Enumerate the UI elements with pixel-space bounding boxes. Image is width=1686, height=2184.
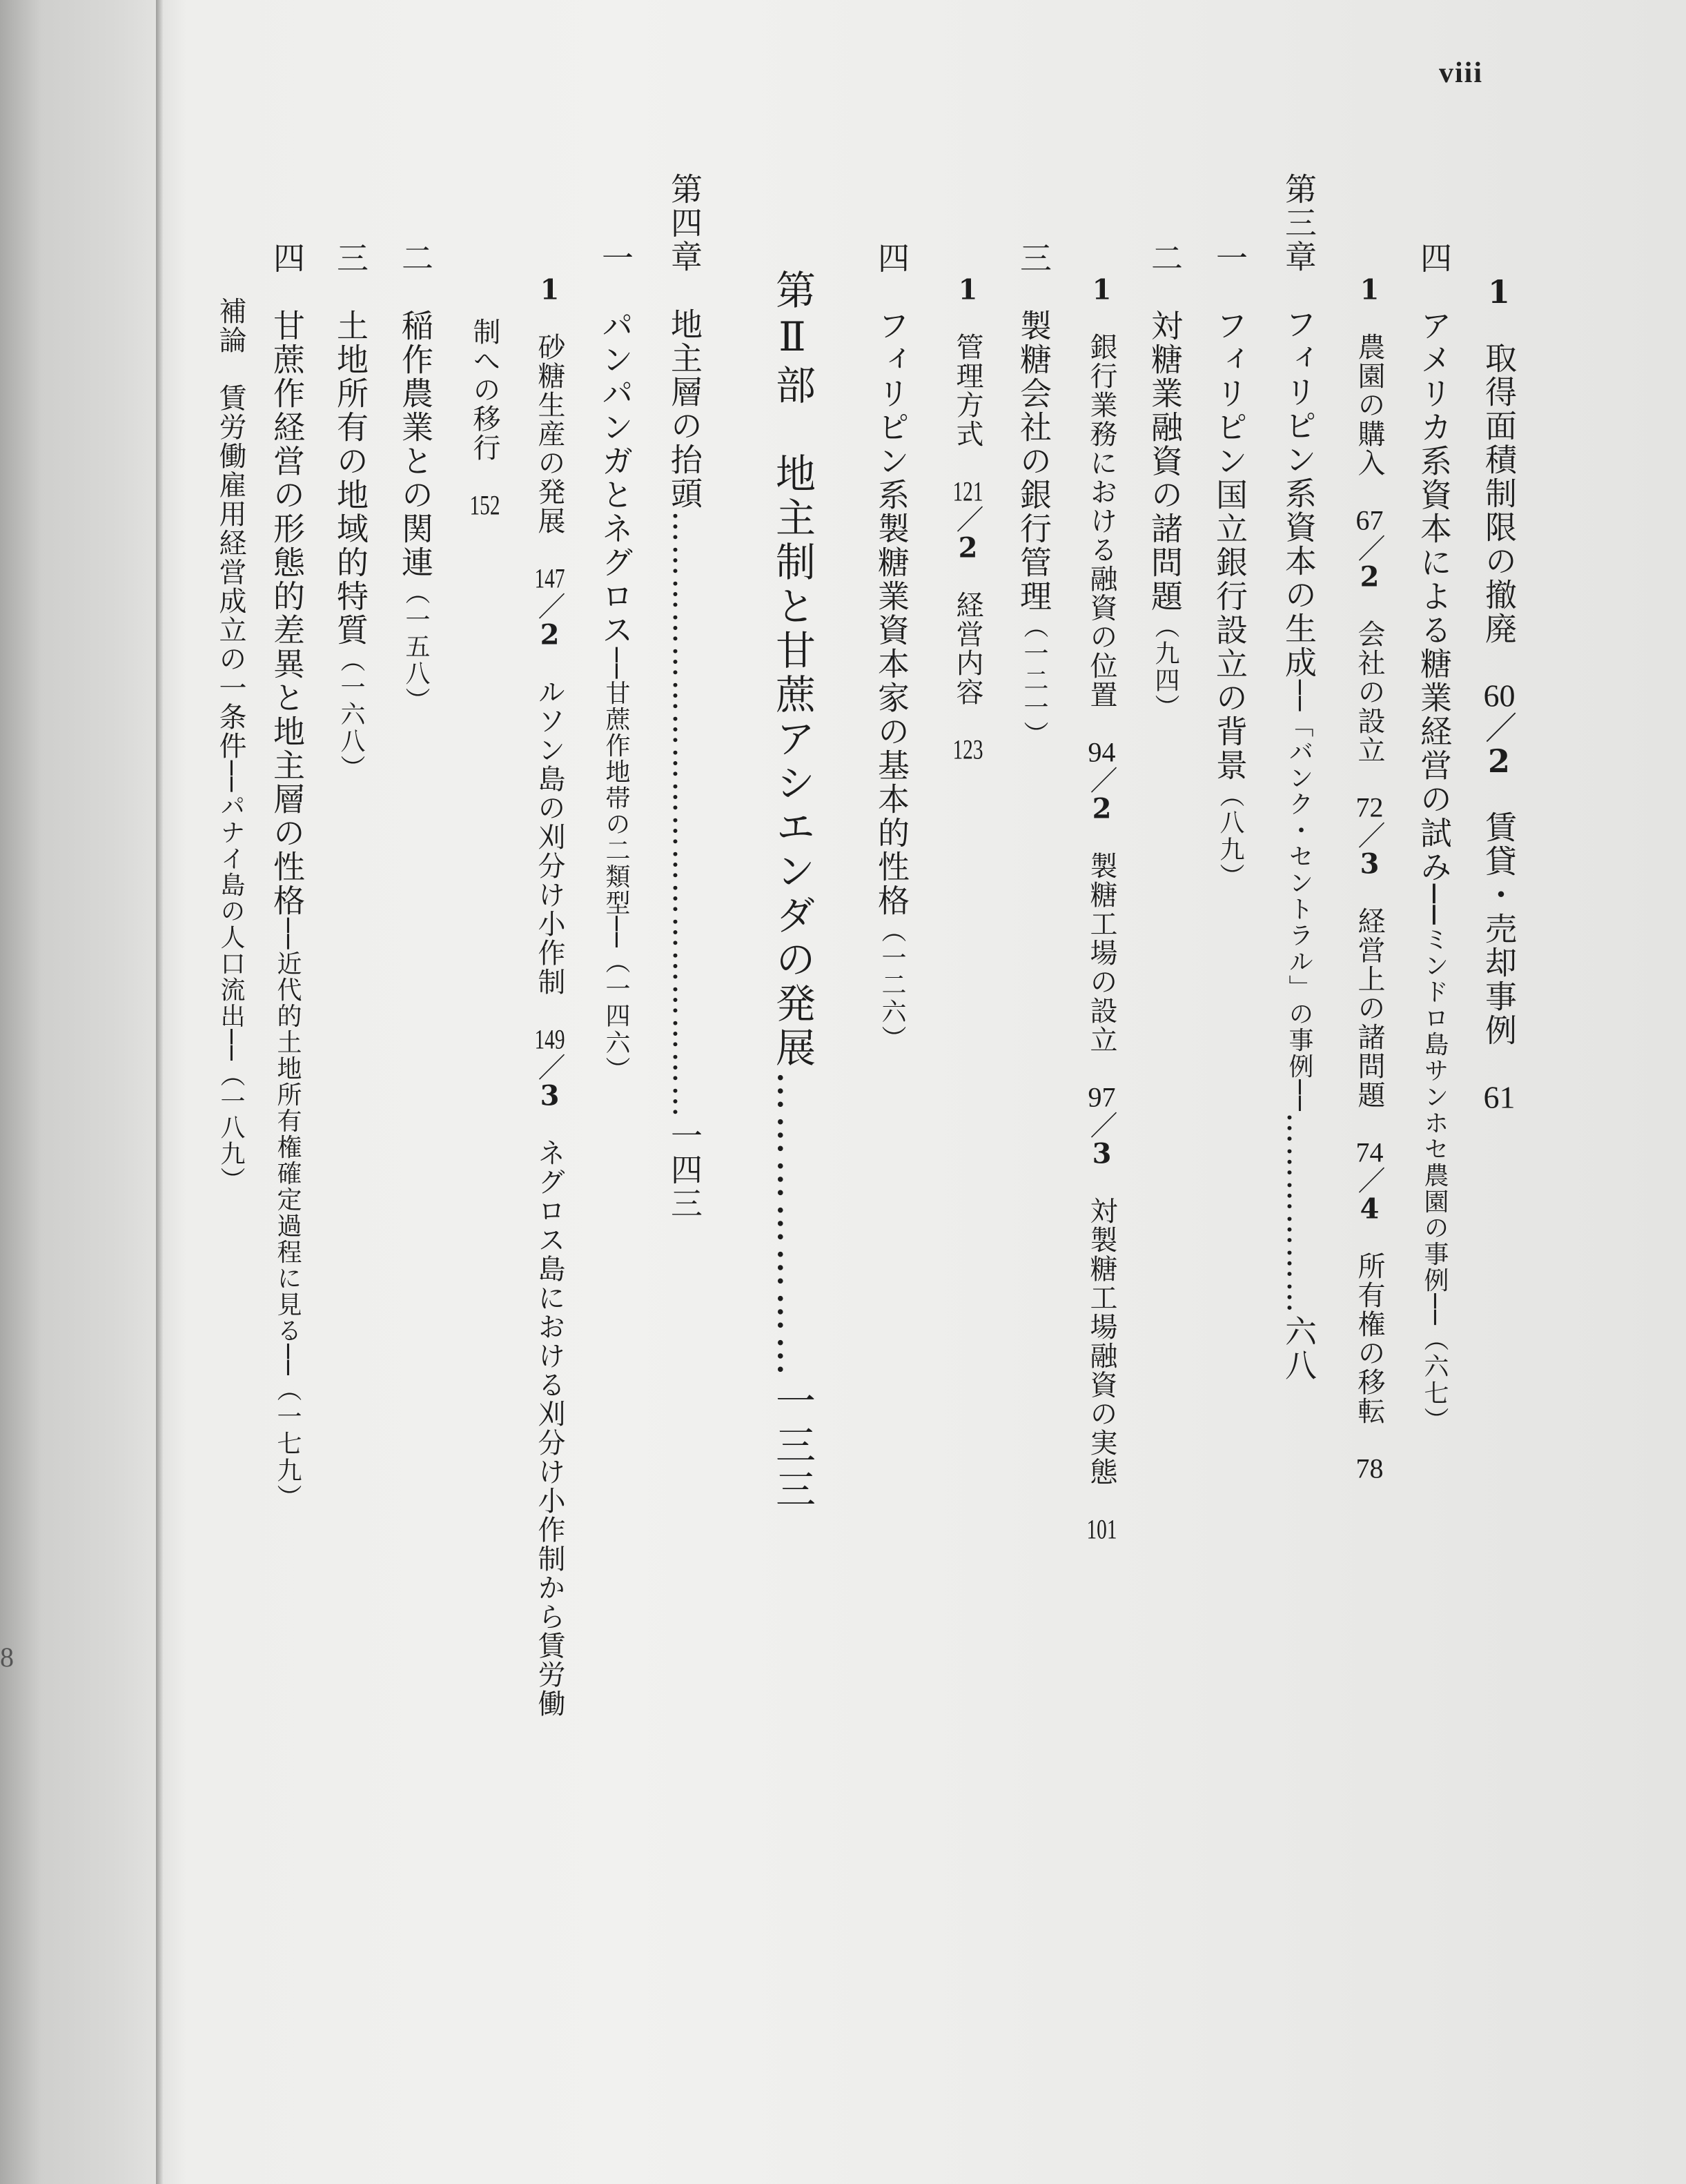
chapter-title: 地主層の抬頭 xyxy=(666,308,703,511)
part-number: 第Ⅱ部 xyxy=(769,269,816,409)
toc-part-2 xyxy=(766,269,819,1513)
leader-dots: ……………… xyxy=(1280,1112,1317,1315)
section-subtitle: ──パナイ島の人口流出── xyxy=(217,760,245,1062)
section-title: 甘蔗作経営の形態的差異と地主層の性格 xyxy=(268,309,306,918)
toc-line-9: 1 管理方式 121／2 経営内容 123 xyxy=(952,276,983,763)
section-title: 稲作農業との関連 xyxy=(397,309,434,580)
toc-line-5 xyxy=(1209,242,1251,890)
section-subtitle: ──甘蔗作地帯の二類型── xyxy=(602,647,630,949)
page-ref: （八九） xyxy=(1216,783,1244,890)
page-gutter xyxy=(156,0,163,2184)
toc-line-18 xyxy=(266,242,308,1511)
page-ref: （一二一） xyxy=(1020,613,1048,748)
toc-line-16 xyxy=(395,242,436,714)
section-subtitle: ──近代的土地所有権確定過程に見る── xyxy=(273,918,302,1377)
section-number: 四 xyxy=(268,242,306,275)
part-title: 地主制と甘蔗アシエンダの発展 xyxy=(769,453,816,1071)
facing-page-edge-number: 8 xyxy=(0,1642,14,1673)
section-title: 製糖会社の銀行管理 xyxy=(1015,309,1052,613)
section-number: 一 xyxy=(597,242,634,275)
page-ref: （一六八） xyxy=(337,647,365,782)
toc-line-14: 1 砂糖生産の発展 147／2 ルソン島の刈分け小作制 149／3 ネグロス島における刈分け小作制から賃労働 xyxy=(533,276,565,1718)
toc-line-6 xyxy=(1144,242,1186,721)
page-ref: 60 xyxy=(1483,680,1516,711)
section-title: 土地所有の地域的特質 xyxy=(332,309,369,647)
section-number: 二 xyxy=(397,242,434,275)
toc-line-10 xyxy=(871,242,912,1052)
section-title: フィリピン系製糖業資本家の基本的性格 xyxy=(873,309,910,918)
toc-line-3: 1 農園の購入 67／2 会社の設立 72／3 経営上の諸問題 74／4 所有権の移転 78 xyxy=(1353,276,1385,1482)
toc-line-7: 1 銀行業務における融資の位置 94／2 製糖工場の設立 97／3 対製糖工場融資の実態 101 xyxy=(1086,276,1117,1543)
toc-line-13 xyxy=(595,242,636,1083)
page-ref: （一五八） xyxy=(402,580,430,714)
leader-dots: ………………… xyxy=(769,1071,816,1380)
page-ref: （六七） xyxy=(1420,1326,1449,1434)
toc-line-17 xyxy=(330,242,371,782)
chapter-subtitle: ──「バンク・セントラル」の事例── xyxy=(1285,680,1313,1112)
section-number: 三 xyxy=(1015,242,1052,275)
supplement-label: 補論 xyxy=(215,297,246,355)
page-ref: （一八九） xyxy=(217,1061,245,1193)
page-ref: 一三三 xyxy=(769,1380,816,1513)
page-ref: 一四三 xyxy=(666,1119,703,1221)
chapter-number: 第四章 xyxy=(666,173,703,274)
section-title: フィリピン国立銀行設立の背景 xyxy=(1211,309,1248,783)
toc-line-1: 1 取得面積制限の撤廃 60／2 賃貸・売却事例 61 xyxy=(1480,276,1518,1113)
toc-line-15: 制への移行 152 xyxy=(469,317,500,519)
page-ref: 61 xyxy=(1483,1081,1516,1113)
page-ref: （一七九） xyxy=(273,1376,302,1511)
section-title: アメリカ系資本による糖業経営の試み── xyxy=(1415,309,1453,927)
section-number: 一 xyxy=(1211,242,1248,275)
section-number: 四 xyxy=(1415,242,1453,275)
toc-chapter-4 xyxy=(664,173,705,1221)
toc-line-2 xyxy=(1413,242,1455,1434)
section-number: 四 xyxy=(873,242,910,275)
toc-line-19 xyxy=(210,297,251,1193)
leader-dots: ……………………………………………… xyxy=(666,511,703,1119)
section-number: 二 xyxy=(1146,242,1184,275)
section-number: 三 xyxy=(332,242,369,275)
toc-line-8 xyxy=(1013,242,1055,748)
section-subtitle: ミンドロ島サンホセ農園の事例── xyxy=(1420,926,1449,1326)
page-ref: （九四） xyxy=(1151,613,1179,721)
item-title: 賃貸・売却事例 xyxy=(1480,811,1518,1047)
item-title: 取得面積制限の撤廃 xyxy=(1480,342,1518,646)
section-title: 賃労働雇用経営成立の一条件 xyxy=(215,384,246,760)
page-ref: 152 xyxy=(469,491,500,519)
chapter-title: フィリピン系資本の生成 xyxy=(1280,308,1317,680)
item-number: 1 xyxy=(1487,276,1510,308)
page-number: viii xyxy=(1439,57,1484,89)
page-ref: （一二六） xyxy=(878,918,906,1052)
section-title: 対糖業融資の諸問題 xyxy=(1146,309,1184,613)
chapter-number: 第三章 xyxy=(1280,173,1317,274)
toc-chapter-3 xyxy=(1278,173,1320,1383)
page-ref: 六八 xyxy=(1280,1315,1317,1383)
section-title: パンパンガとネグロス xyxy=(597,309,634,647)
page-ref: （一四六） xyxy=(602,948,630,1083)
